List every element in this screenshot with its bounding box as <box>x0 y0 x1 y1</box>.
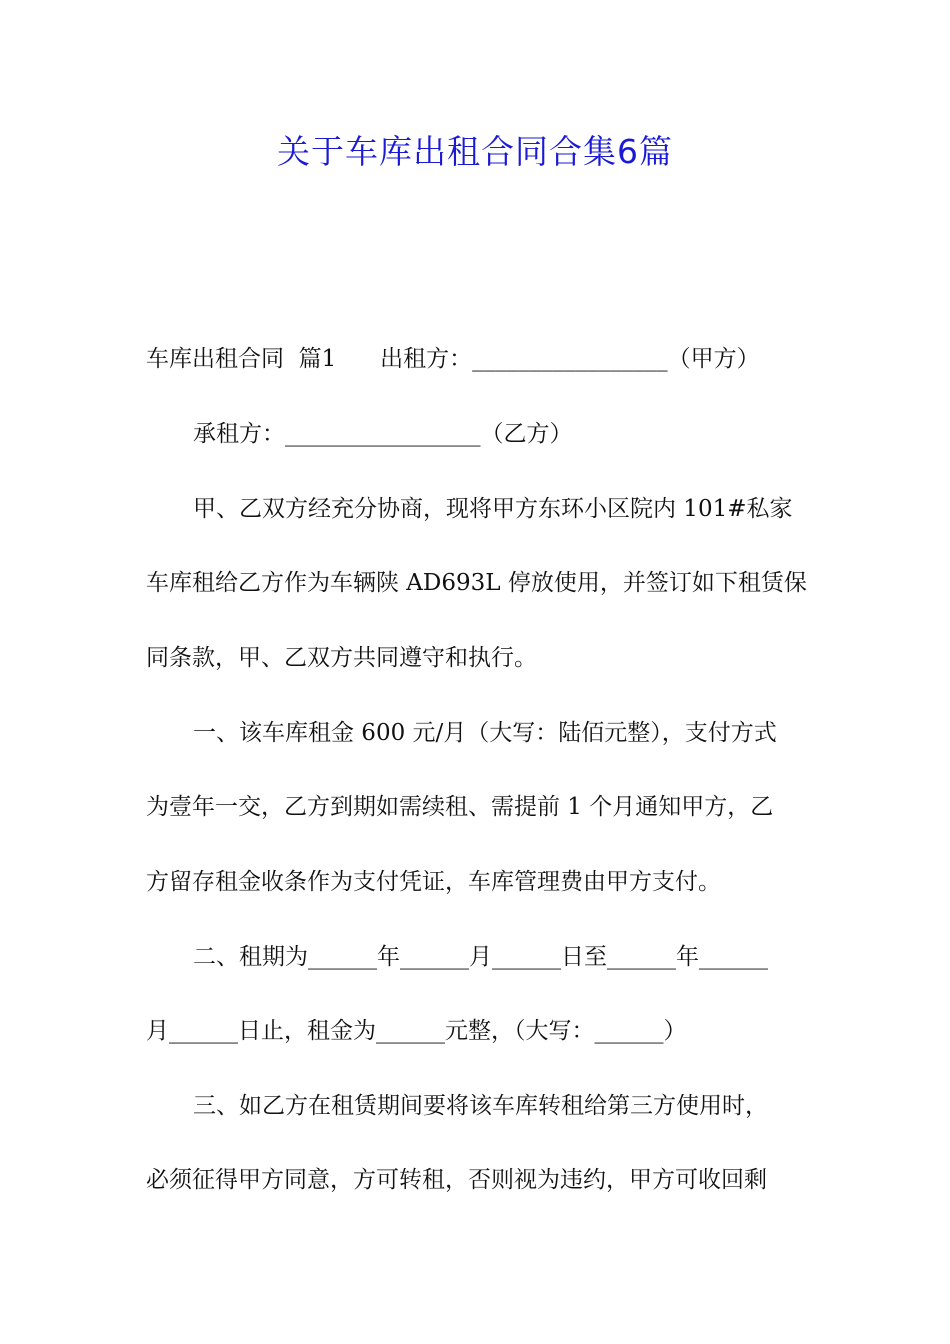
paragraph-line: 方留存租金收条作为支付凭证，车库管理费由甲方支付。 <box>146 869 721 895</box>
paragraph-line: 二、租期为______年______月______日至______年______ <box>193 944 768 970</box>
paragraph-line: 同条款，甲、乙双方共同遵守和执行。 <box>146 645 537 671</box>
paragraph-line: 月______日止，租金为______元整，（大写：______） <box>146 1018 687 1044</box>
paragraph-line: 为壹年一交，乙方到期如需续租、需提前 1 个月通知甲方，乙 <box>146 794 774 820</box>
document-title: 关于车库出租合同合集6篇 <box>277 132 673 171</box>
paragraph-line: 三、如乙方在租赁期间要将该车库转租给第三方使用时， <box>193 1093 768 1119</box>
paragraph-line: 车库出租合同 篇1 出租方：_________________（甲方） <box>146 346 760 372</box>
paragraph-line: 承租方：_________________（乙方） <box>193 421 573 447</box>
paragraph-line: 车库租给乙方作为车辆陕 AD693L 停放使用，并签订如下租赁保 <box>146 570 807 596</box>
paragraph-line: 一、该车库租金 600 元/月（大写：陆佰元整），支付方式 <box>193 720 777 746</box>
paragraph-line: 甲、乙双方经充分协商，现将甲方东环小区院内 101#私家 <box>193 496 793 522</box>
paragraph-line: 必须征得甲方同意，方可转租，否则视为违约，甲方可收回剩 <box>146 1167 767 1193</box>
